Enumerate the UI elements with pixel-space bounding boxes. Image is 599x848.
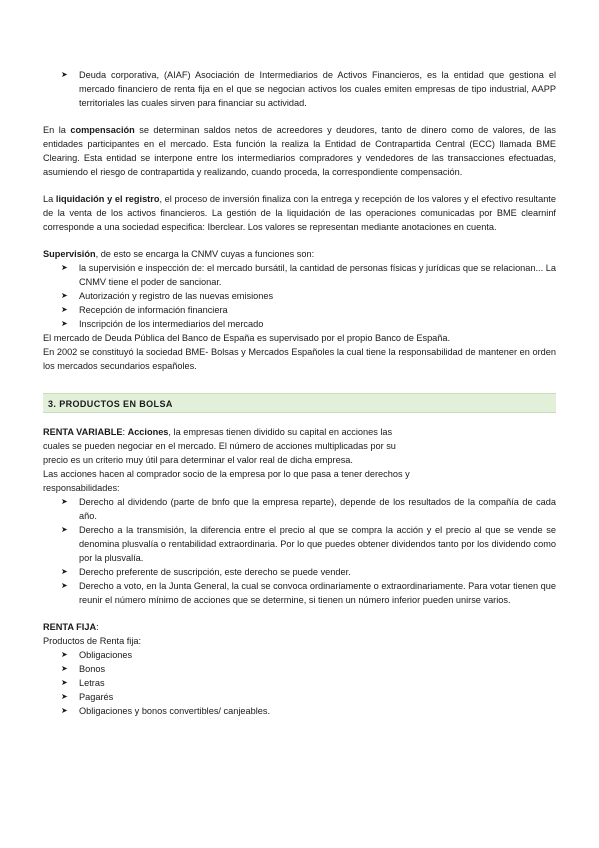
list-item (43, 289, 556, 303)
list-item-text: Inscripción de los intermediarios del mercado (79, 319, 264, 329)
list-item-text: Letras (79, 678, 105, 688)
arrow-bullet-icon: ➤ (61, 263, 68, 272)
renta-variable-paragraph (43, 425, 415, 467)
list-item-text: Derecho a voto, en la Junta General, la cual se convoca ordinariamente o extraordinariamente. Para votar tienen que reunir el número mínimo de acciones que se determine, si tienen un número inferior pueden unirse varios. (79, 581, 557, 605)
list-item-text: Pagarés (79, 692, 114, 702)
section-title-bar (43, 393, 556, 413)
paragraph-prefix: En la (43, 125, 71, 135)
colon: : (96, 622, 99, 632)
list-item (43, 523, 556, 565)
list-item (43, 317, 556, 331)
list-item (43, 704, 556, 718)
supervision-heading (43, 247, 556, 261)
separator: : (122, 427, 128, 437)
list-item (43, 690, 556, 704)
compensacion-paragraph (43, 123, 556, 179)
supervision-note-2: En 2002 se constituyó la sociedad BME- Bolsas y Mercados Españoles la cual tiene la responsabilidad de mantener en orden los mercados secundarios españoles. (43, 347, 556, 371)
list-item (43, 662, 556, 676)
list-item (43, 579, 556, 607)
renta-variable-text: , la empresas tienen dividido su capital en acciones las cuales se pueden negociar en el mercado. El número de acciones multiplicadas por su precio es un criterio muy útil para determinar el valor real de dicha empresa. (43, 427, 396, 465)
arrow-bullet-icon: ➤ (61, 664, 68, 673)
list-item-text: Derecho a la transmisión, la diferencia entre el precio al que se compra la acción y el precio al que se vende se denomina plusvalía o rentabilidad extraordinaria. Por lo que puedes obtener dividendos tanto por los dividendo como por la plusvalía. (79, 525, 556, 563)
arrow-bullet-icon: ➤ (61, 305, 68, 314)
arrow-bullet-icon: ➤ (61, 581, 68, 590)
supervision-term: Supervisión (43, 249, 96, 259)
arrow-bullet-icon: ➤ (61, 678, 68, 687)
renta-variable-term: RENTA VARIABLE (43, 427, 123, 437)
supervision-text: , de esto se encarga la CNMV cuyas a funciones son: (95, 249, 315, 259)
arrow-bullet-icon: ➤ (61, 70, 68, 79)
list-item (43, 676, 556, 690)
list-item-text: Deuda corporativa, (AIAF) Asociación de Intermediarios de Activos Financieros, es la entidad que gestiona el mercado financiero de renta fija en el que se negocian activos los cuales emiten empresas de tipo industrial, AAPP territoriales las cuales sirven para financiar su actividad. (79, 70, 556, 108)
renta-variable-paragraph-2: Las acciones hacen al comprador socio de la empresa por lo que pasa a tener derechos y responsabilidades: (43, 469, 410, 493)
section-title: 3. PRODUCTOS EN BOLSA (48, 399, 173, 409)
list-item-text: Obligaciones y bonos convertibles/ canjeables. (79, 706, 271, 716)
derechos-list (43, 495, 556, 607)
list-item (43, 303, 556, 317)
list-item-text: la supervisión e inspección de: el mercado bursátil, la cantidad de personas físicas y jurídicas que se relacionan... La CNMV tiene el poder de sancionar. (79, 263, 556, 287)
arrow-bullet-icon: ➤ (61, 567, 68, 576)
arrow-bullet-icon: ➤ (61, 291, 68, 300)
list-item-text: Bonos (79, 664, 106, 674)
list-item (43, 648, 556, 662)
liquidacion-term: liquidación y el registro (55, 194, 160, 204)
arrow-bullet-icon: ➤ (61, 525, 68, 534)
liquidacion-paragraph (43, 192, 556, 234)
arrow-bullet-icon: ➤ (61, 319, 68, 328)
list-item (43, 565, 556, 579)
supervision-note-1: El mercado de Deuda Pública del Banco de España es supervisado por el propio Banco de España. (43, 333, 451, 343)
renta-fija-list (43, 648, 556, 718)
intro-list (43, 68, 556, 110)
arrow-bullet-icon: ➤ (61, 650, 68, 659)
list-item (43, 68, 556, 110)
renta-fija-term: RENTA FIJA (43, 622, 97, 632)
renta-fija-heading (43, 620, 556, 634)
paragraph-prefix: La (43, 194, 56, 204)
renta-fija-label: Productos de Renta fija: (43, 636, 142, 646)
list-item-text: Recepción de información financiera (79, 305, 228, 315)
liquidacion-text: , el proceso de inversión finaliza con la entrega y recepción de los valores y el efectivo resultante de la venta de los activos financieros. La gestión de la liquidación de las operaciones comunicadas por BME clearninf corresponde a una sociedad especifica: Iberclear. Los valores se representan mediante anotaciones en cuenta. (43, 194, 556, 232)
list-item (43, 261, 556, 289)
list-item-text: Derecho al dividendo (parte de bnfo que la empresa reparte), depende de los resultados de la compañía de cada año. (79, 497, 556, 521)
list-item-text: Obligaciones (79, 650, 133, 660)
compensacion-text: se determinan saldos netos de acreedores y deudores, tanto de dinero como de valores, de las entidades participantes en el mercado. Esta función la realiza la Entidad de Contrapartida Central (ECC) llamada BME Clearing. Esta entidad se interpone entre los intermediarios compradores y vendedores de las transacciones efectuadas, asumiendo el riesgo de contrapartida y realizando, cuando proceda, la correspondiente compensación. (43, 125, 556, 177)
acciones-term: Acciones (127, 427, 169, 437)
arrow-bullet-icon: ➤ (61, 497, 68, 506)
list-item-text: Derecho preferente de suscripción, este derecho se puede vender. (79, 567, 351, 577)
list-item (43, 495, 556, 523)
arrow-bullet-icon: ➤ (61, 692, 68, 701)
list-item-text: Autorización y registro de las nuevas emisiones (79, 291, 274, 301)
compensacion-term: compensación (70, 125, 135, 135)
arrow-bullet-icon: ➤ (61, 706, 68, 715)
supervision-list (43, 261, 556, 331)
